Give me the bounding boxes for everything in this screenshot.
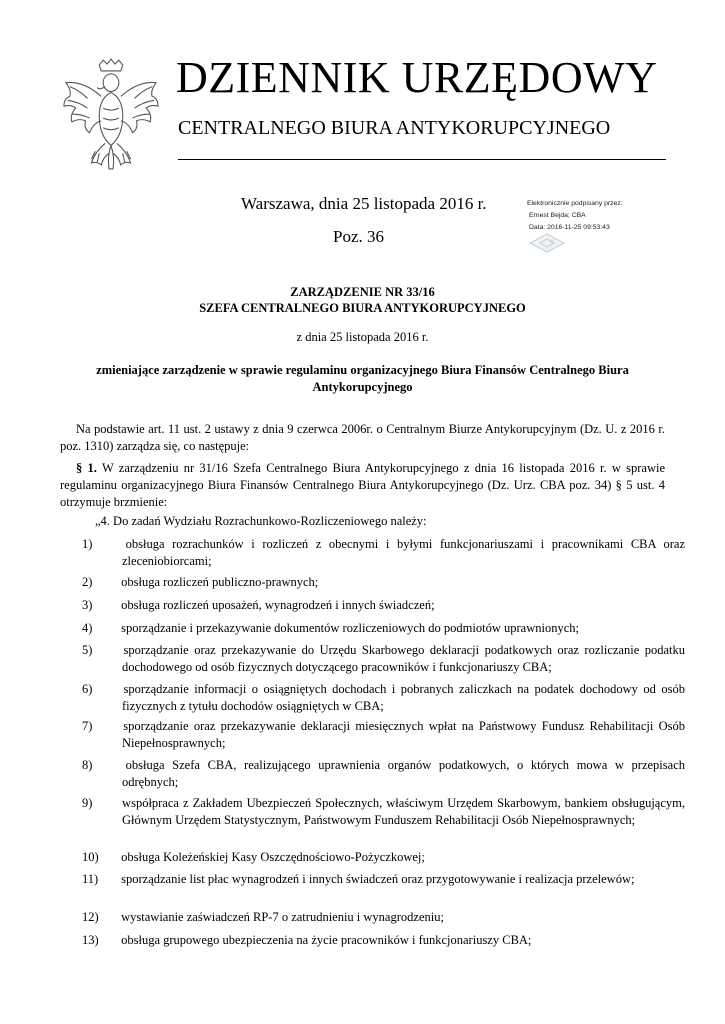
header-divider <box>178 159 666 160</box>
order-number: ZARZĄDZENIE NR 33/16 <box>290 285 435 299</box>
list-item-text: sporządzanie list płac wynagrodzeń i innych świadczeń oraz przygotowywanie i realizacja przelewów; <box>121 872 635 886</box>
section-1-text: W zarządzeniu nr 31/16 Szefa Centralnego Biura Antykorupcyjnego z dnia 16 listopada 2016 r. w sprawie regulaminu organizacyjnego Biura Finansów Centralnego Biura Antykorupcyjnego (Dz. Urz. CBA poz. 34) § 5 ust. 4 otrzymuje brzmienie: <box>60 461 666 509</box>
section-label: § 1. <box>76 461 97 475</box>
place-and-date: Warszawa, dnia 25 listopada 2016 r. <box>241 194 487 213</box>
list-item-number: 10) <box>82 850 99 864</box>
list-item <box>82 871 685 888</box>
order-issuer: SZEFA CENTRALNEGO BIURA ANTYKORUPCYJNEGO <box>199 301 526 315</box>
list-item <box>82 718 685 752</box>
list-item-number: 3) <box>82 598 93 612</box>
list-item <box>82 536 685 570</box>
list-item-number: 11) <box>82 872 99 886</box>
list-item-text: obsługa rozliczeń uposażeń, wynagrodzeń i innych świadczeń; <box>121 598 435 612</box>
amended-clause-intro: „4. Do zadań Wydziału Rozrachunkowo-Rozliczeniowego należy: <box>95 514 427 528</box>
list-item <box>82 642 685 676</box>
order-date: z dnia 25 listopada 2016 r. <box>296 330 429 344</box>
list-item-text: wystawianie zaświadczeń RP-7 o zatrudnieniu i wynagrodzeniu; <box>121 910 444 924</box>
list-item <box>82 757 685 791</box>
order-title <box>60 284 665 316</box>
list-item <box>82 620 685 637</box>
list-item-number: 6) <box>82 682 93 696</box>
list-item-number: 2) <box>82 575 93 589</box>
signature-date: Data: 2016-11-25 09:53:43 <box>529 224 610 231</box>
list-item <box>82 795 685 829</box>
signature-signer: Ernest Bejda; CBA <box>529 212 586 219</box>
list-item-number: 8) <box>82 758 93 772</box>
list-item-text: sporządzanie oraz przekazywanie do Urzędu Skarbowego deklaracji podatkowych oraz rozliczanie podatku dochodowego od osób fizycznych dotyczącego pracowników i funkcjonariuszy CBA; <box>122 643 685 674</box>
order-subject: zmieniające zarządzenie w sprawie regulaminu organizacyjnego Biura Finansów Centralnego Biura Antykorupcyjnego <box>96 363 629 394</box>
position-number: Poz. 36 <box>333 227 384 246</box>
list-item <box>82 681 686 715</box>
signature-valid-icon <box>528 232 566 254</box>
list-item <box>82 597 685 614</box>
list-item-text: współpraca z Zakładem Ubezpieczeń Społecznych, właściwym Urzędem Skarbowym, bankiem obsługującym, Głównym Urzędem Statystycznym, Państwowym Funduszem Rehabilitacji Osób Niepełnosprawnych; <box>122 796 685 827</box>
list-item-number: 5) <box>82 643 93 657</box>
list-item-number: 7) <box>82 719 93 733</box>
list-item-number: 4) <box>82 621 93 635</box>
list-item-text: obsługa Koleżeńskiej Kasy Oszczędnościowo-Pożyczkowej; <box>121 850 425 864</box>
signature-label: Elektronicznie podpisany przez: <box>527 200 623 207</box>
list-item-text: sporządzanie oraz przekazywanie deklaracji miesięcznych wpłat na Państwowy Fundusz Rehabilitacji Osób Niepełnosprawnych; <box>122 719 685 750</box>
list-item-text: obsługa Szefa CBA, realizującego uprawnienia organów podatkowych, o których mowa w przepisach odrębnych; <box>122 758 685 789</box>
list-item <box>82 849 685 866</box>
list-item <box>82 932 685 949</box>
list-item-number: 9) <box>82 796 93 810</box>
list-item-number: 13) <box>82 933 99 947</box>
list-item-text: obsługa grupowego ubezpieczenia na życie pracowników i funkcjonariuszy CBA; <box>121 933 532 947</box>
list-item-text: sporządzanie informacji o osiągniętych dochodach i pobranych zaliczkach na podatek dochodowy od osób fizycznych z tytułu dochodów osiągniętych w CBA; <box>122 682 686 713</box>
list-item <box>82 574 685 591</box>
list-item-number: 1) <box>82 537 93 551</box>
section-1-paragraph <box>60 460 665 511</box>
list-item-text: obsługa rozliczeń publiczno-prawnych; <box>121 575 319 589</box>
legal-basis-paragraph: Na podstawie art. 11 ust. 2 ustawy z dnia 9 czerwca 2006r. o Centralnym Biurze Antykorupcyjnym (Dz. U. z 2016 r. poz. 1310) zarządza się, co następuje: <box>60 422 665 453</box>
list-item-text: sporządzanie i przekazywanie dokumentów rozliczeniowych do podmiotów uprawnionych; <box>121 621 579 635</box>
list-item-number: 12) <box>82 910 99 924</box>
list-item-text: obsługa rozrachunków i rozliczeń z obecnymi i byłymi funkcjonariuszami i pracownikami CBA oraz zleceniobiorcami; <box>122 537 685 568</box>
electronic-signature[interactable] <box>527 198 623 234</box>
journal-subtitle: CENTRALNEGO BIURA ANTYKORUPCYJNEGO <box>178 117 611 139</box>
journal-title: DZIENNIK URZĘDOWY <box>176 53 658 102</box>
polish-eagle-emblem-icon <box>62 57 160 175</box>
list-item <box>82 909 685 926</box>
